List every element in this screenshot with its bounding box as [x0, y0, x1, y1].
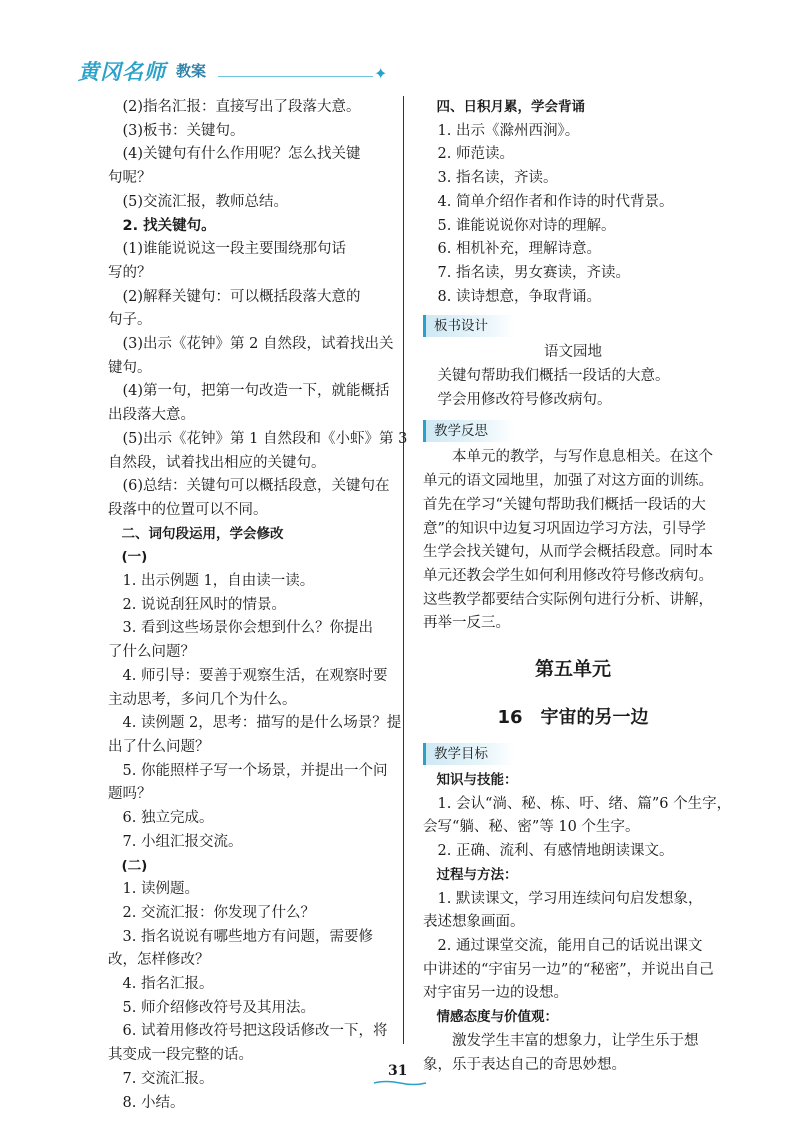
header-rule — [218, 76, 373, 77]
text-line: 本单元的教学，与写作息息相关。在这个 — [452, 449, 713, 466]
text-line: 激发学生丰富的想象力，让学生乐于想 — [452, 1032, 699, 1049]
text-line: 6. 独立完成。 — [122, 810, 214, 827]
text-line: (5)交流汇报，教师总结。 — [122, 193, 289, 210]
text-line: 改，怎样修改？ — [108, 952, 210, 969]
text-line: 2. 交流汇报：你发现了什么？ — [122, 904, 315, 921]
text-line: 生学会找关键句，从而学会概括段意。同时本 — [423, 544, 713, 561]
reflection-section — [423, 420, 723, 446]
board-design-tag: 板书设计 — [423, 315, 514, 337]
text-line: 出段落大意。 — [108, 407, 195, 424]
text-line: 6. 试着用修改符号把这段话修改一下，将 — [122, 1023, 388, 1040]
text-line: 2. 正确、流利、有感情地朗读课文。 — [437, 843, 674, 860]
text-line: 写的？ — [108, 264, 152, 281]
text-line: 1. 读例题。 — [122, 881, 199, 898]
text-line: 题吗？ — [108, 786, 152, 803]
text-line: 键句。 — [108, 359, 152, 376]
text-line: 5. 谁能说说你对诗的理解。 — [437, 217, 616, 234]
section-heading: 二、词句段运用，学会修改 — [121, 525, 284, 542]
text-line: (5)出示《花钟》第 1 自然段和《小虾》第 3 — [122, 430, 408, 447]
text-line: 3. 看到这些场景你会想到什么？你提出 — [122, 620, 373, 637]
goals-tag: 教学目标 — [423, 743, 514, 765]
text-line: (2)指名汇报：直接写出了段落大意。 — [122, 99, 361, 115]
brand-subtitle: 教案 — [176, 62, 207, 80]
text-line: 这些教学都要结合实际例句进行分析、讲解， — [423, 591, 713, 608]
text-line: 中讲述的“宇宙另一边”的“秘密”，并说出自己 — [423, 961, 714, 978]
text-line: 象，乐于表达自己的奇思妙想。 — [423, 1056, 626, 1073]
text-line: 其变成一段完整的话。 — [108, 1047, 253, 1064]
page-number-ornament — [372, 1080, 428, 1086]
text-line: 7. 小组汇报交流。 — [122, 833, 243, 850]
text-line: 2. 说说刮狂风时的情景。 — [122, 596, 286, 613]
text-line: (4)第一句，把第一句改造一下，就能概括 — [122, 383, 390, 400]
page-number: 31 — [388, 1063, 408, 1079]
goal-heading: 情感态度与价值观： — [436, 1009, 558, 1026]
text-line: 8. 读诗想意，争取背诵。 — [437, 288, 601, 305]
text-line: 意”的知识中边复习巩固边学习方法，引导学 — [423, 520, 706, 537]
goal-heading: 过程与方法： — [436, 866, 518, 883]
text-line: 1. 出示《滁州西涧》。 — [437, 122, 580, 139]
text-line: 学会用修改符号修改病句。 — [437, 391, 612, 408]
text-line: 首先在学习“关键句帮助我们概括一段话的大 — [423, 496, 706, 513]
text-line: 主动思考，多问几个为什么。 — [108, 691, 297, 708]
text-line: 3. 指名读，齐读。 — [437, 170, 558, 187]
goal-heading: 知识与技能： — [436, 772, 518, 789]
unit-title: 第五单元 — [534, 658, 611, 681]
text-line: 6. 相机补充，理解诗意。 — [437, 241, 601, 258]
text-line: 单元还教会学生如何利用修改符号修改病句。 — [423, 567, 713, 584]
text-line: 2. 通过课堂交流，能用自己的话说出课文 — [437, 937, 703, 954]
text-line: (6)总结：关键句可以概括段意，关键句在 — [122, 478, 390, 495]
text-line: 5. 师介绍修改符号及其用法。 — [122, 999, 315, 1016]
goals-section — [423, 743, 723, 769]
text-line: 单元的语文园地里，加强了对这方面的训练。 — [423, 473, 713, 490]
text-line: 5. 你能照样子写一个场景，并提出一个问 — [122, 762, 388, 779]
column-divider — [403, 96, 404, 1044]
lesson-title: 16 宇宙的另一边 — [497, 707, 649, 729]
text-line: 1. 出示例题 1，自由读一读。 — [122, 573, 315, 590]
right-column — [423, 96, 732, 1077]
text-line: 4. 简单介绍作者和作诗的时代背景。 — [437, 193, 674, 210]
text-line: 4. 读例题 2，思考：描写的是什么场景？提 — [122, 715, 402, 732]
text-line: 4. 师引导：要善于观察生活，在观察时要 — [122, 667, 388, 684]
text-line: 8. 小结。 — [122, 1094, 185, 1111]
subsection-label: (二) — [121, 857, 148, 874]
text-line: 1. 会认“淌、秘、栋、吁、绪、篇”6 个生字， — [437, 795, 732, 812]
text-line: (4)关键句有什么作用呢？怎么找关键 — [122, 146, 361, 163]
text-line: (3)板书：关键句。 — [122, 122, 245, 139]
text-line: 2. 找关键句。 — [122, 217, 216, 234]
section-heading: 四、日积月累，学会背诵 — [436, 99, 585, 115]
text-line: 出了什么问题？ — [108, 738, 210, 755]
sparkle-icon: ✦ — [374, 64, 388, 83]
text-line: 表述想象画面。 — [423, 914, 525, 931]
text-line: 句子。 — [108, 312, 152, 329]
board-title: 语文园地 — [544, 344, 602, 361]
reflection-tag: 教学反思 — [423, 420, 514, 442]
text-line: 2. 师范读。 — [437, 146, 514, 163]
brand-logo: 黄冈名师 — [78, 60, 166, 84]
text-line: (2)解释关键句：可以概括段落大意的 — [122, 288, 361, 305]
text-line: (3)出示《花钟》第 2 自然段，试着找出关 — [122, 336, 394, 353]
text-line: 对宇宙另一边的设想。 — [423, 985, 568, 1002]
page-header — [78, 52, 388, 92]
text-line: 4. 指名汇报。 — [122, 976, 214, 993]
board-design-section — [423, 315, 723, 341]
text-line: 3. 指名说说有哪些地方有问题，需要修 — [122, 928, 373, 945]
text-line: 句呢？ — [108, 170, 152, 187]
text-line: 自然段，试着找出相应的关键句。 — [108, 454, 326, 471]
text-line: 7. 交流汇报。 — [122, 1070, 214, 1087]
text-line: 段落中的位置可以不同。 — [108, 501, 268, 518]
text-line: 关键句帮助我们概括一段话的大意。 — [437, 368, 670, 385]
text-line: 1. 默读课文，学习用连续问句启发想象， — [437, 890, 703, 907]
text-line: 再举一反三。 — [423, 615, 510, 632]
text-line: (1)谁能说说这一段主要围绕那句话 — [122, 241, 347, 258]
text-line: 7. 指名读，男女赛读，齐读。 — [437, 264, 630, 281]
text-line: 了什么问题？ — [108, 644, 195, 661]
subsection-label: (一) — [121, 549, 148, 566]
text-line: 会写“躺、秘、密”等 10 个生字。 — [423, 819, 640, 836]
